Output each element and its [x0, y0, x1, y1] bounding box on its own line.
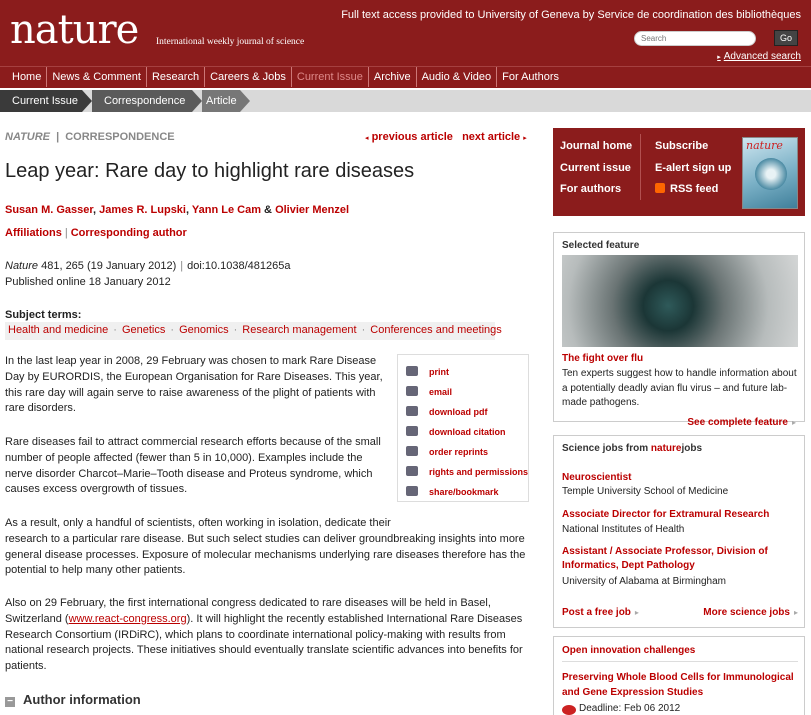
journal-box-divider: [640, 134, 641, 200]
open-innovation-heading[interactable]: Open innovation challenges: [562, 645, 696, 656]
subject-link[interactable]: Genetics: [121, 324, 166, 336]
job-title-link[interactable]: Neuroscientist: [562, 472, 632, 483]
breadcrumb-separator: [192, 90, 202, 112]
see-complete-feature-link[interactable]: See complete feature ▸: [687, 417, 796, 428]
subject-link[interactable]: Genomics: [179, 324, 229, 336]
challenge-deadline: Deadline: Feb 06 2012: [579, 703, 681, 714]
post-free-job-link[interactable]: Post a free job ▸: [562, 607, 639, 618]
for-authors-link[interactable]: For authors: [560, 183, 622, 195]
issue-cover-thumbnail[interactable]: nature: [742, 137, 798, 209]
innovation-challenge-link[interactable]: Preserving Whole Blood Cells for Immunological and Gene Expression Studies: [562, 672, 794, 698]
subject-link[interactable]: Health and medicine: [8, 324, 109, 336]
journal-home-link[interactable]: Journal home: [560, 140, 633, 152]
reprints-icon: [406, 446, 418, 456]
current-issue-link[interactable]: Current issue: [560, 162, 631, 174]
congress-link[interactable]: www.react-congress.org: [68, 612, 187, 625]
more-science-jobs-link[interactable]: More science jobs ▸: [703, 607, 798, 618]
nav-for-authors[interactable]: For Authors: [502, 71, 559, 83]
open-innovation-panel: [553, 636, 805, 715]
innocentive-icon: [562, 705, 576, 715]
job-title-link[interactable]: Assistant / Associate Professor, Division of Informatics, Dept Pathology: [562, 546, 768, 571]
triangle-right-icon: ▸: [634, 608, 639, 617]
next-article-link[interactable]: next article: [462, 131, 521, 143]
triangle-right-icon: ▸: [523, 135, 527, 142]
science-jobs-heading: Science jobs from naturejobs: [562, 443, 703, 454]
breadcrumb: [0, 90, 811, 112]
breadcrumb-separator: [240, 90, 250, 112]
article-tools: print email download pdf download citation order reprints rights and permissions share/bookmark: [397, 354, 529, 502]
affiliations-link[interactable]: Affiliations: [5, 227, 62, 239]
nav-careers-jobs[interactable]: Careers & Jobs: [205, 67, 292, 87]
science-jobs-panel: [553, 435, 805, 628]
nature-logo[interactable]: nature: [10, 7, 139, 53]
job-organization: University of Alabama at Birmingham: [562, 576, 726, 587]
article-title: Leap year: Rare day to highlight rare diseases: [5, 160, 415, 182]
main-nav: [0, 66, 811, 88]
article-paragraph: In the last leap year in 2008, 29 February was chosen to mark Rare Disease Day by EURORDIS, the European Organisation for Rare Diseases. This year, this rare day will again serve to raise awareness of the plight of patients with rare disorders.: [5, 355, 383, 415]
author-list: Susan M. Gasser, James R. Lupski, Yann Le Cam & Olivier Menzel: [5, 204, 350, 216]
rss-feed-link[interactable]: RSS feed: [655, 183, 718, 195]
author-link[interactable]: Olivier Menzel: [275, 204, 350, 216]
subscribe-link[interactable]: Subscribe: [655, 140, 709, 152]
triangle-right-icon: ▸: [793, 608, 798, 617]
article-paragraph: As a result, only a handful of scientists, often working in isolation, dedicate their research to a particular rare disease. But such select studies can deliver groundbreaking insights into more general disease processes. Exposure of molecular mechanisms underlying rare diseases therefore has the potential to help many other patients.: [5, 517, 526, 577]
tagline: International weekly journal of science: [156, 37, 305, 47]
nav-archive[interactable]: Archive: [369, 67, 417, 87]
author-link[interactable]: Yann Le Cam: [191, 204, 261, 216]
breadcrumb-correspondence[interactable]: Correspondence: [92, 90, 192, 112]
rss-icon: [655, 183, 665, 193]
breadcrumb-article: Article: [202, 90, 240, 112]
email-icon: [406, 386, 418, 396]
subject-terms-label: Subject terms:: [5, 309, 82, 321]
masthead: [0, 0, 811, 66]
search-input[interactable]: [634, 31, 756, 46]
subject-link[interactable]: Research management: [242, 324, 357, 336]
share-icon: [406, 486, 418, 496]
article-section-label: NATURE | CORRESPONDENCE: [5, 131, 175, 143]
triangle-right-icon: ▸: [717, 54, 721, 61]
job-title-link[interactable]: Associate Director for Extramural Research: [562, 509, 770, 520]
author-link[interactable]: Susan M. Gasser: [5, 204, 94, 216]
nav-audio-video[interactable]: Audio & Video: [417, 67, 498, 87]
collapse-icon: −: [5, 697, 15, 707]
author-link[interactable]: James R. Lupski: [99, 204, 186, 216]
flu-virus-image[interactable]: [562, 255, 798, 347]
triangle-right-icon: ▸: [791, 418, 796, 427]
virus-illustration: [755, 158, 787, 190]
feature-description: Ten experts suggest how to handle information about a potentially deadly avian flu virus – and future lab-made pathogens.: [562, 368, 797, 408]
permissions-icon: [406, 466, 418, 476]
article-paragraph: Rare diseases fail to attract commercial research efforts because of the small number of people affected (fewer than 5 in 10,000). Examples include the nerve disorder Charcot–Marie–Tooth disease and Proteus syndrome, which causes excess overgrowth of tissues.: [5, 436, 381, 496]
access-notice: Full text access provided to University of Geneva by Service de coordination des bibliothèques: [341, 9, 801, 21]
ealert-link[interactable]: E-alert sign up: [655, 162, 732, 174]
nav-news-comment[interactable]: News & Comment: [47, 67, 147, 87]
job-organization: National Institutes of Health: [562, 524, 685, 535]
panel-divider: [562, 661, 798, 662]
citation-icon: [406, 426, 418, 436]
published-date: Published online 18 January 2012: [5, 276, 171, 288]
go-button[interactable]: Go: [774, 30, 798, 46]
affiliations-row: Affiliations | Corresponding author: [5, 227, 187, 239]
article-pagination: [365, 131, 527, 143]
doi: doi:10.1038/481265a: [187, 260, 291, 272]
pdf-icon: [406, 406, 418, 416]
nav-current-issue[interactable]: Current Issue: [292, 67, 369, 87]
article-paragraph: Also on 29 February, the first international congress dedicated to rare diseases will be held in Basel, Switzerland (www.react-congress.org). It will highlight the recently established International Rare Diseases Research Consortium (IRDiRC), which plans to coordinate international policy-making with results from national research projects. These initiatives should eventually translate scientific advances into benefits for patients.: [5, 597, 523, 673]
feature-title-link[interactable]: The fight over flu: [562, 353, 644, 364]
author-information-toggle[interactable]: − Author information: [5, 692, 141, 707]
job-organization: Temple University School of Medicine: [562, 486, 729, 497]
subject-terms: Health and medicine · Genetics · Genomics · Research management · Conferences and meetings: [5, 322, 495, 340]
breadcrumb-current-issue[interactable]: Current Issue: [0, 90, 82, 112]
printer-icon: [406, 366, 418, 376]
triangle-left-icon: ◂: [365, 135, 369, 142]
jobs-footer-links: [562, 607, 798, 618]
previous-article-link[interactable]: previous article: [371, 131, 453, 143]
selected-feature-panel: [553, 232, 805, 428]
nav-research[interactable]: Research: [147, 67, 205, 87]
advanced-search-link[interactable]: ▸ Advanced search: [717, 51, 801, 62]
citation: Nature 481, 265 (19 January 2012) | doi:10.1038/481265a: [5, 260, 291, 272]
subject-link[interactable]: Conferences and meetings: [370, 324, 502, 336]
corresponding-author-link[interactable]: Corresponding author: [70, 227, 187, 239]
breadcrumb-separator: [82, 90, 92, 112]
nav-home[interactable]: Home: [0, 67, 47, 87]
selected-feature-heading: Selected feature: [562, 240, 640, 251]
